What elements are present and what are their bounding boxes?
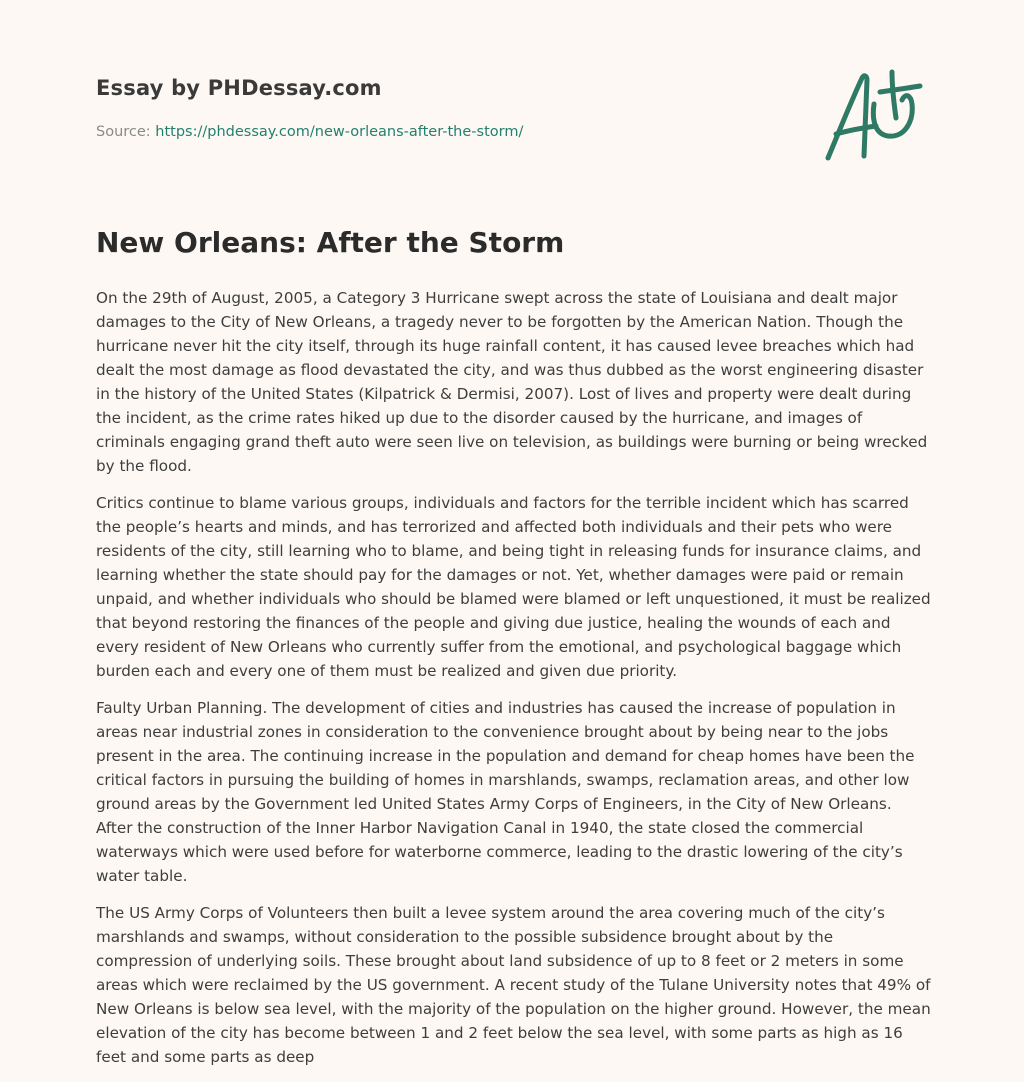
page-title: New Orleans: After the Storm bbox=[96, 226, 565, 259]
brand-title: Essay by PHDessay.com bbox=[96, 76, 382, 100]
source-link[interactable]: https://phdessay.com/new-orleans-after-the-storm/ bbox=[155, 124, 524, 140]
paragraph: On the 29th of August, 2005, a Category 3 Hurricane swept across the state of Louisiana and dealt major damages to the City of New Orleans, a tragedy never to be forgotten by the American Nation. Though the hurricane never hit the city itself, through its huge rainfall content, it has caused levee breaches which had dealt the most damage as flood devastated the city, and was thus dubbed as the worst engineering disaster in the history of the United States (Kilpatrick & Dermisi, 2007). Lost of lives and property were dealt during the incident, as the crime rates hiked up due to the disorder caused by the hurricane, and images of criminals engaging grand theft auto were seen live on television, as buildings were burning or being wrecked by the flood. bbox=[96, 289, 928, 475]
paragraph: The US Army Corps of Volunteers then built a levee system around the area covering much of the city’s marshlands and swamps, without consideration to the possible subsidence brought about by the compression of underlying soils. These brought about land subsidence of up to 8 feet or 2 meters in some areas which were reclaimed by the US government. A recent study of the Tulane University notes that 49% of New Orleans is below sea level, with the majority of the population on the higher ground. However, the mean elevation of the city has become between 1 and 2 feet below the sea level, with some parts as high as 16 feet and some parts as deep bbox=[96, 904, 931, 1066]
source-line bbox=[96, 124, 523, 140]
paragraph: Faulty Urban Planning. The development of cities and industries has caused the increase of population in areas near industrial zones in consideration to the convenience brought about by being near to the jobs present in the area. The continuing increase in the population and demand for cheap homes have been the critical factors in pursuing the building of homes in marshlands, swamps, reclamation areas, and other low ground areas by the Government led United States Army Corps of Engineers, in the City of New Orleans. After the construction of the Inner Harbor Navigation Canal in 1940, the state closed the commercial waterways which were used before for waterborne commerce, leading to the drastic lowering of the city’s water table. bbox=[96, 699, 915, 885]
a-plus-logo-icon bbox=[818, 64, 930, 168]
essay-body bbox=[96, 286, 932, 1082]
source-label: Source: bbox=[96, 124, 156, 140]
paragraph: Critics continue to blame various groups, individuals and factors for the terrible incident which has scarred the people’s hearts and minds, and has terrorized and affected both individuals and their pets who were residents of the city, still learning who to blame, and being tight in releasing funds for insurance claims, and learning whether the state should pay for the damages or not. Yet, whether damages were paid or remain unpaid, and whether individuals who should be blamed were blamed or left unquestioned, it must be realized that beyond restoring the finances of the people and giving due justice, healing the wounds of each and every resident of New Orleans who currently suffer from the emotional, and psychological baggage which burden each and every one of them must be realized and given due priority. bbox=[96, 494, 931, 680]
